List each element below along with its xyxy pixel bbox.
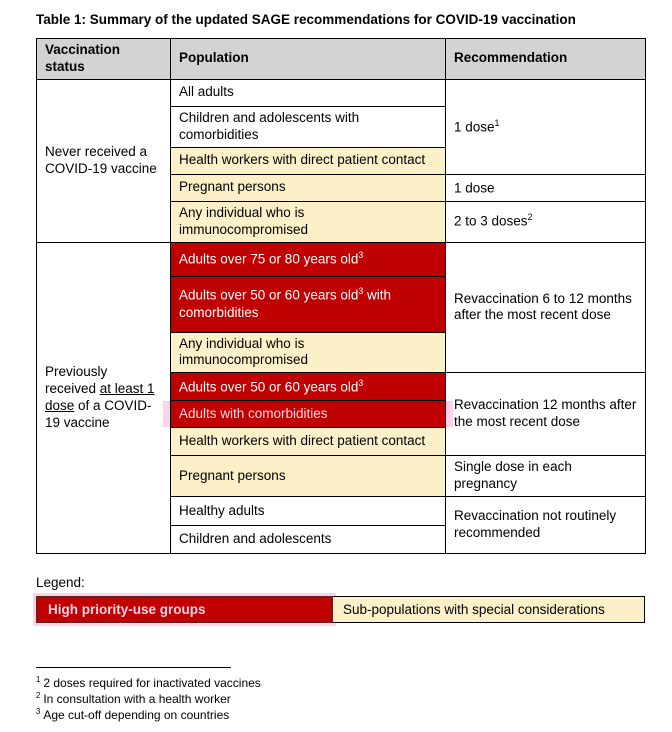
sage-recommendations-table	[36, 38, 646, 554]
table-row	[37, 242, 646, 276]
population-cell: Pregnant persons	[171, 456, 446, 497]
population-cell: All adults	[171, 79, 446, 106]
status-text: Never received a COVID-19 vaccine	[45, 143, 157, 176]
footnote-separator	[36, 667, 231, 668]
legend-subpopulations-label: Sub-populations with special considerations	[343, 602, 605, 617]
population-cell: Pregnant persons	[171, 174, 446, 201]
population-cell: Health workers with direct patient contact	[171, 147, 446, 174]
population-cell: Children and adolescents with comorbidities	[171, 106, 446, 147]
population-cell-high-priority: Adults over 75 or 80 years old$^3$	[171, 242, 446, 276]
footnote-ref: 2	[527, 212, 533, 223]
recommendation-cell: 2 to 3 doses$^2$	[446, 201, 646, 242]
population-cell: Health workers with direct patient contact	[171, 428, 446, 456]
legend-bar	[36, 596, 645, 623]
recommendation-cell: Revaccination 6 to 12 months after the most recent dose	[446, 242, 646, 373]
population-cell: Any individual who is immunocompromised	[171, 332, 446, 373]
population-cell-high-priority: Adults over 50 or 60 years old$^3$ with comorbidities	[171, 276, 446, 332]
recommendation-cell: Revaccination 12 months after the most recent dose	[446, 373, 646, 456]
footnote-1: $^1$ 2 doses required for inactivated vaccines	[36, 675, 261, 690]
table-row	[37, 79, 646, 106]
recommendation-cell: 1 dose$^1$	[446, 79, 646, 174]
population-cell-high-priority-highlighted: Adults with comorbidities	[171, 401, 446, 428]
recommendation-cell: Revaccination not routinely recommended	[446, 497, 646, 554]
recommendation-cell: Single dose in each pregnancy	[446, 456, 646, 497]
footnote-3: $^3$ Age cut-off depending on countries	[36, 706, 230, 722]
recommendation-cell: 1 dose	[446, 174, 646, 201]
status-cell-never-received	[37, 79, 171, 242]
footnote-ref: 3	[358, 377, 364, 388]
underlined-text: at least 1 dose	[45, 380, 155, 413]
legend-subpopulations-swatch	[333, 596, 645, 623]
legend-label: Legend:	[36, 575, 85, 590]
header-vaccination-status: Vaccination status	[37, 39, 171, 80]
footnotes	[36, 667, 261, 722]
status-cell-previously-received: Previously received at least 1 dose of a COVID-19 vaccine	[37, 242, 171, 554]
legend-high-priority-swatch	[36, 596, 333, 623]
header-recommendation: Recommendation	[446, 39, 646, 80]
footnote-ref: 3	[358, 249, 364, 260]
population-cell: Any individual who is immunocompromised	[171, 201, 446, 242]
header-population: Population	[171, 39, 446, 80]
table-title: Table 1: Summary of the updated SAGE recommendations for COVID-19 vaccination	[36, 12, 576, 27]
population-cell: Children and adolescents	[171, 526, 446, 554]
population-cell: Healthy adults	[171, 497, 446, 526]
footnote-2: $^2$ In consultation with a health worker	[36, 690, 231, 706]
legend-high-priority-label: High priority-use groups	[48, 602, 206, 617]
population-cell-high-priority: Adults over 50 or 60 years old$^3$	[171, 373, 446, 401]
footnote-ref: 3	[358, 286, 364, 297]
header-row	[37, 39, 646, 80]
footnote-ref: 1	[494, 117, 500, 128]
